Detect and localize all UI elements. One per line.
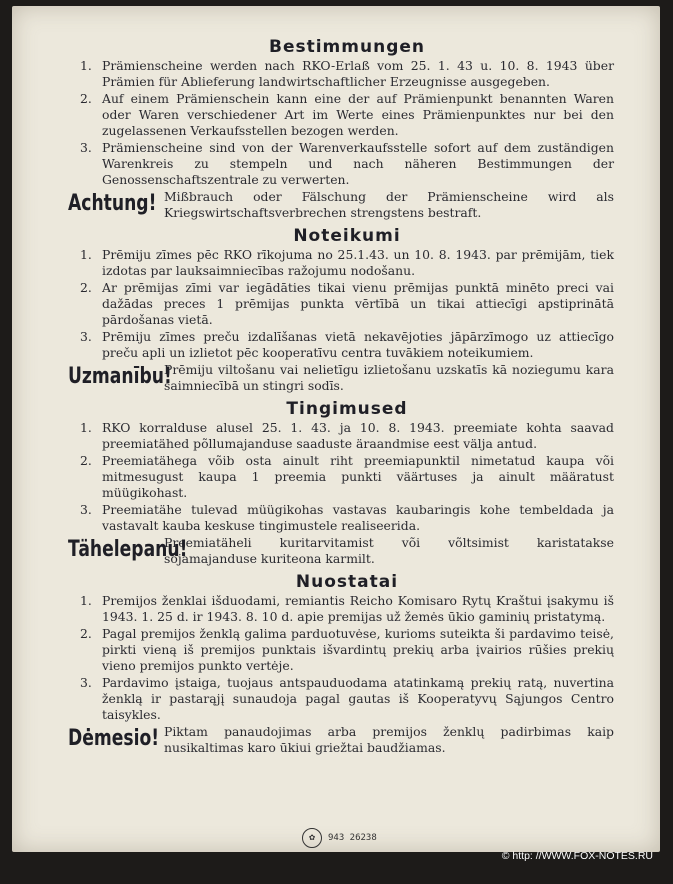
rule-text: Prēmiju zīmes preču izdalīšanas vietā nekavējoties jāpārzīmogo uz attiecīgo preču apli un izlietot pēc kooperatīvu centra tuvākiem noteikumiem.: [102, 329, 614, 360]
rule-text: Auf einem Prämienschein kann eine der auf Prämienpunkt benannten Waren oder Waren verschiedener Art im Werte eines Prämienpunktes nur bei den zugelassenen Verkaufsstellen bezogen werden.: [102, 91, 614, 138]
document-content: [68, 36, 614, 760]
rule-number: 2.: [80, 91, 92, 106]
rule-number: 3.: [80, 140, 92, 155]
rule-text: Prämienscheine werden nach RKO-Erlaß vom 25. 1. 43 u. 10. 8. 1943 über Prämien für Ablieferung landwirtschaftlicher Erzeugnisse ausgegeben.: [102, 58, 614, 89]
warning-word: Tähelepanu!: [68, 537, 188, 562]
document-sheet: [12, 6, 660, 852]
rules-list: [80, 58, 614, 188]
warning-text: Preemiatäheli kuritarvitamist või võltsimist karistatakse sõjamajanduse kuriteona karmilt.: [164, 535, 614, 566]
warning-text: Prēmiju viltošanu vai nelietīgu izlietošanu uzskatīs kā noziegumu kara saimniecībā un stingri sodīs.: [164, 362, 614, 393]
rule-number: 1.: [80, 593, 92, 608]
rule-number: 3.: [80, 675, 92, 690]
rule-number: 2.: [80, 280, 92, 295]
rule-text: Pardavimo įstaiga, tuojaus antspauduodama atatinkamą prekių ratą, nuvertina ženklą ir pastarąjį sunaudoja pagal gautas iš Kooperatyvų Sąjungos Centro taisykles.: [102, 675, 614, 722]
rules-list: [80, 593, 614, 723]
rule-item: [80, 91, 614, 139]
rule-text: Preemiatähe tulevad müügikohas vastavas kaubaringis kohe tembeldada ja vastavalt kauba keskuse tingimustele realiseerida.: [102, 502, 614, 533]
rule-item: [80, 280, 614, 328]
printer-logo-icon: ✿: [302, 828, 322, 848]
rule-text: Preemiatähega võib osta ainult riht preemiapunktil nimetatud kaupa või mitmesugust kaupa 1 preemia punkti väärtuses ja ainult määratust müügikohast.: [102, 453, 614, 500]
site-watermark: © http: //WWW.FOX-NOTES.RU: [501, 850, 653, 862]
warning-word: Achtung!: [68, 191, 157, 216]
rule-text: Prēmiju zīmes pēc RKO rīkojuma no 25.1.43. un 10. 8. 1943. par prēmijām, tiek izdotas par lauksaimniecības ražojumu nodošanu.: [102, 247, 614, 278]
section-title: Noteikumi: [293, 226, 401, 246]
warning-text: Mißbrauch oder Fälschung der Prämienscheine wird als Kriegswirtschaftsverbrechen strengstens bestraft.: [164, 189, 614, 220]
rule-item: [80, 626, 614, 674]
section-title: Tingimused: [286, 399, 408, 419]
rule-item: [80, 247, 614, 279]
rule-text: Ar prēmijas zīmi var iegādāties tikai vienu prēmijas punktā minēto preci vai dažādas preces 1 prēmijas punkta vērtībā un tikai attiecīgi apstiprinātā pārdošanas vietā.: [102, 280, 614, 327]
rule-item: [80, 420, 614, 452]
section-latvian: [68, 225, 614, 394]
rule-text: Pagal premijos ženklą galima parduotuvėse, kurioms suteikta ši pardavimo teisė, pirkti vieną iš premijos punktais išvardintų prekių arba įvairios rūšies prekių vieno premijos punkto vertėje.: [102, 626, 614, 673]
rule-item: [80, 453, 614, 501]
rule-item: [80, 502, 614, 534]
warning-block: [68, 535, 614, 567]
section-title: Bestimmungen: [269, 37, 425, 57]
warning-word: Uzmanību!: [68, 364, 172, 389]
rule-item: [80, 58, 614, 90]
warning-block: [68, 724, 614, 756]
rule-text: RKO korralduse alusel 25. 1. 43. ja 10. 8. 1943. preemiate kohta saavad preemiatähed põllumajanduse saaduste äraandmise eest välja antud.: [102, 420, 614, 451]
section-estonian: [68, 398, 614, 567]
rule-number: 3.: [80, 502, 92, 517]
print-footer: [302, 828, 377, 848]
warning-block: [68, 362, 614, 394]
rule-number: 2.: [80, 453, 92, 468]
warning-text: Piktam panaudojimas arba premijos ženklų padirbimas kaip nusikaltimas karo ūkiui griežtai baudžiamas.: [164, 724, 614, 755]
rule-number: 1.: [80, 247, 92, 262]
rule-item: [80, 593, 614, 625]
print-code: 943 26238: [328, 833, 377, 843]
section-german: [68, 36, 614, 221]
rule-text: Prämienscheine sind von der Warenverkaufsstelle sofort auf dem zuständigen Warenkreis zu stempeln und nach näheren Bestimmungen der Genossenschaftszentrale zu verwerten.: [102, 140, 614, 187]
section-lithuanian: [68, 571, 614, 756]
rule-item: [80, 329, 614, 361]
section-title: Nuostatai: [295, 572, 399, 592]
rules-list: [80, 247, 614, 361]
rule-number: 1.: [80, 420, 92, 435]
rule-item: [80, 140, 614, 188]
rule-number: 3.: [80, 329, 92, 344]
rule-text: Premijos ženklai išduodami, remiantis Reicho Komisaro Rytų Kraštui įsakymu iš 1943. 1. 25 d. ir 1943. 8. 10 d. apie premijas už žemės ūkio gaminių pristatymą.: [102, 593, 614, 624]
rule-item: [80, 675, 614, 723]
rules-list: [80, 420, 614, 534]
warning-word: Dėmesio!: [68, 726, 160, 751]
rule-number: 2.: [80, 626, 92, 641]
warning-block: [68, 189, 614, 221]
rule-number: 1.: [80, 58, 92, 73]
